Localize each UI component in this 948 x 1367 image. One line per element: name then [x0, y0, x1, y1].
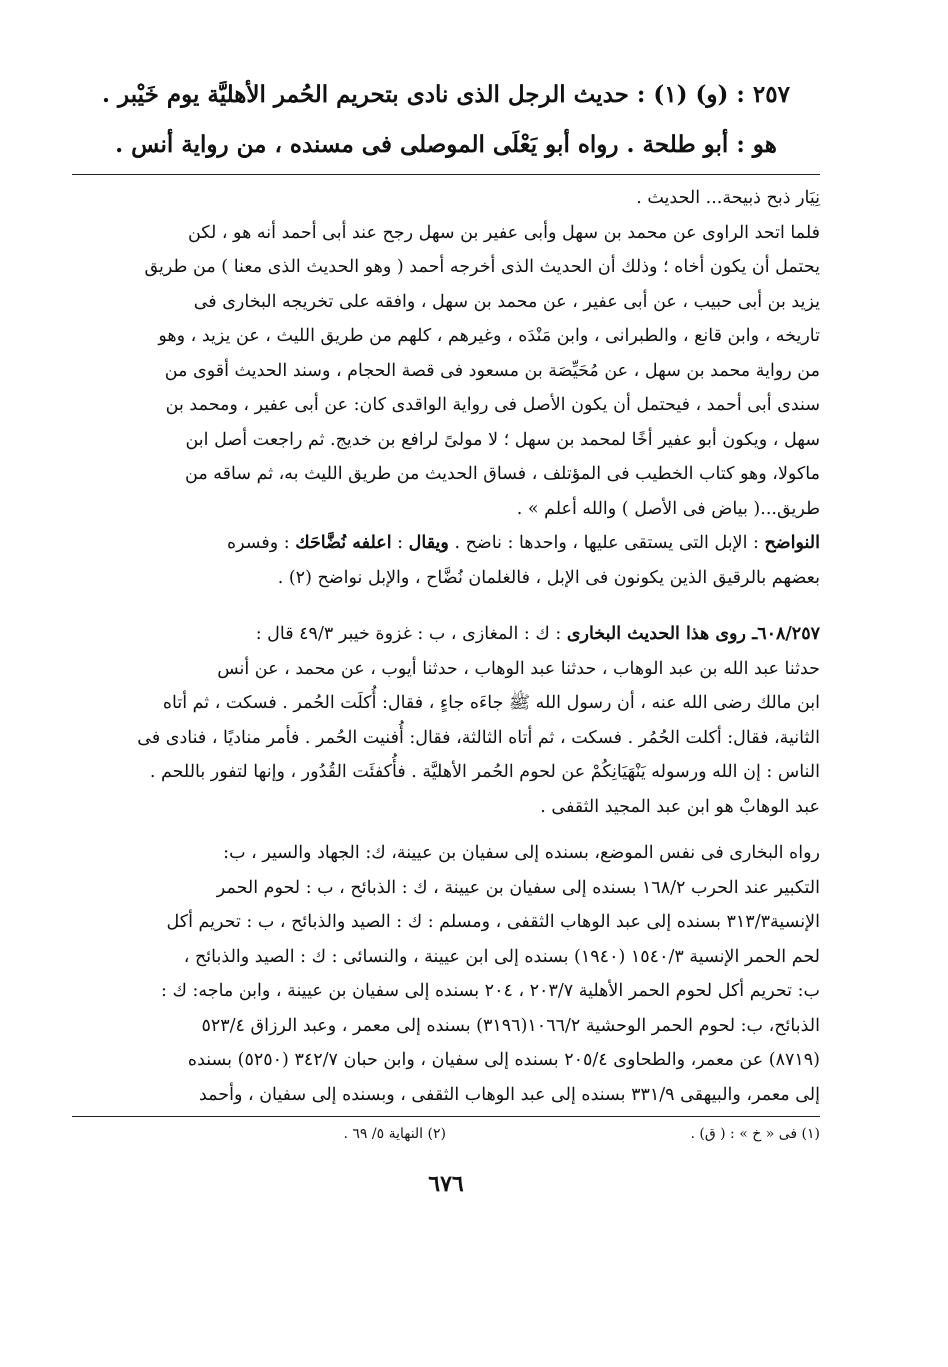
- riwayat-line: التكبير عند الحرب ١٦٨/٢ بسنده إلى سفيان بن عيينة ، ك : الذبائح ، ب : لحوم الحمر: [216, 877, 820, 898]
- text-line: من رواية محمد بن سهل ، عن مُحَيِّصَة بن مسعود فى قصة الحجام ، وسند الحديث أقوى من: [164, 360, 820, 381]
- text-line: سهل ، ويكون أبو عفير أخًا لمحمد بن سهل ؛ لا مولىً لرافع بن خديج. ثم راجعت أصل ابن: [185, 429, 820, 450]
- text-line: سندى أبى أحمد ، فيحتمل أن يكون الأصل فى رواية الواقدى كان: عن أبى عفير ، ومحمد بن: [165, 395, 820, 415]
- nawadih-definition: النواضح : الإبل التى يستقى عليها ، واحدها : ناضح . ويقال : اعلفه نُضَّاحَك : وفسره: [226, 533, 820, 553]
- hadith-header: [72, 617, 820, 652]
- text-line: فلما اتحد الراوى عن محمد بن سهل وأبى عفير بن سهل رجح عند أبى أحمد أنه هو ، لكن: [187, 222, 820, 243]
- text-line: طريق...( بياض فى الأصل ) والله أعلم » .: [516, 498, 820, 519]
- hadith-source: : ك : المغازى ، ب : غزوة خيبر ٤٩/٣ قال :: [255, 624, 567, 644]
- document-page: [72, 70, 820, 1340]
- footnote-divider: [72, 1116, 820, 1117]
- entry-heading-line2: هو : أبو طلحة . رواه أبو يَعْلَى الموصلى فى مسنده ، من رواية أنس .: [115, 131, 777, 158]
- hadith-line: ابن مالك رضى الله عنه ، أن رسول الله ﷺ جاءَه جاءٍ ، فقال: أُكلَت الحُمر . فسكت ، ثم أتاه: [162, 693, 820, 713]
- text-line: بعضهم بالرقيق الذين يكونون فى الإبل ، فالغلمان نُضَّاح ، والإبل نواضح (٢) .: [277, 567, 820, 588]
- footnotes: [72, 1123, 820, 1145]
- footnote-1: (١) فى « خ » : ( ق) .: [690, 1126, 820, 1142]
- riwayat-line: الذبائح، ب: لحوم الحمر الوحشية ١٠٦٦/٢(٣١٩٦) بسنده إلى معمر ، وعبد الرزاق ٥٢٣/٤: [201, 1015, 820, 1036]
- text-line: يحتمل أن يكون أخاه ؛ وذلك أن الحديث الذى أخرجه أحمد ( وهو الحديث الذى معنا ) من طريق: [144, 257, 820, 277]
- riwayat-line: إلى معمر، والبيهقى ٣٣١/٩ بسنده إلى عبد الوهاب الثقفى ، وبسنده إلى سفيان ، وأحمد: [198, 1084, 820, 1105]
- hadith-line: الثانية، فقال: أكلت الحُمُر . فسكت ، ثم أتاه الثالثة، فقال: أُفنيت الحُمر . فأمر مناديًا ، فنادى فى: [137, 727, 820, 748]
- hadith-line: الناس : إن الله ورسوله يَنْهَيَانِكُمْ عن لحوم الحُمر الأهليَّة . فأُكفئَت القُدُور ، وإنها لتفور باللحم .: [149, 762, 820, 782]
- text-line: ماكولا، وهو كتاب الخطيب فى المؤتلف ، فساق الحديث من طريق الليث به، ثم ساقه من: [185, 464, 820, 484]
- riwayat-line: الإنسية٣١٣/٣ بسنده إلى عبد الوهاب الثقفى ، ومسلم : ك : الصيد والذبائح ، ب : تحريم أكل: [166, 912, 820, 932]
- heading-divider: [72, 174, 820, 175]
- hadith-line: عبد الوهابْ هو ابن عبد المجيد الثقفى .: [540, 796, 820, 817]
- page-number: ٦٧٦: [428, 1171, 464, 1197]
- text-line: يزيد بن أبى حبيب ، عن أبى عفير ، عن محمد بن سهل ، وافقه على تخريجه البخارى فى: [193, 291, 820, 312]
- footnote-2: (٢) النهاية ٥/ ٦٩ .: [343, 1126, 446, 1142]
- riwayat-line: (٨٧١٩) عن معمر، والطحاوى ٢٠٥/٤ بسنده إلى سفيان ، وابن حبان ٣٤٢/٧ (٥٢٥٠) بسنده: [187, 1050, 820, 1070]
- text-line: تاريخه ، وابن قانع ، والطبرانى ، وابن مَنْدَه ، وغيرهم ، كلهم من طريق الليث ، عن يزيد ، وهو: [158, 326, 820, 346]
- riwayat-line: ب: تحريم أكل لحوم الحمر الأهلية ٢٠٣/٧ ، ٢٠٤ بسنده إلى سفيان بن عيينة ، وابن ماجه: ك :: [161, 981, 820, 1001]
- riwayat-line: رواه البخارى فى نفس الموضع، بسنده إلى سفيان بن عيينة، ك: الجهاد والسير ، ب:: [223, 843, 820, 863]
- hadith-line: حدثنا عبد الله بن عبد الوهاب ، حدثنا عبد الوهاب ، حدثنا أيوب ، عن محمد ، عن أنس: [217, 658, 820, 679]
- text-line: نِيَار ذبح ذبيحة... الحديث .: [636, 188, 820, 208]
- hadith-number: ٦٠٨/٢٥٧ـ: [752, 624, 820, 644]
- riwayat-line: لحم الحمر الإنسية ١٥٤٠/٣ (١٩٤٠) بسنده إلى ابن عيينة ، والنسائى : ك : الصيد والذبائح ،: [183, 946, 820, 967]
- hadith-title: روى هذا الحديث البخارى: [566, 624, 753, 644]
- entry-heading-line1: ٢٥٧ : (و) (١) : حديث الرجل الذى نادى بتحريم الحُمر الأهليَّة يوم خَيْبر .: [102, 81, 790, 108]
- nawadih-term: النواضح: [764, 533, 820, 553]
- main-text: [72, 181, 820, 1112]
